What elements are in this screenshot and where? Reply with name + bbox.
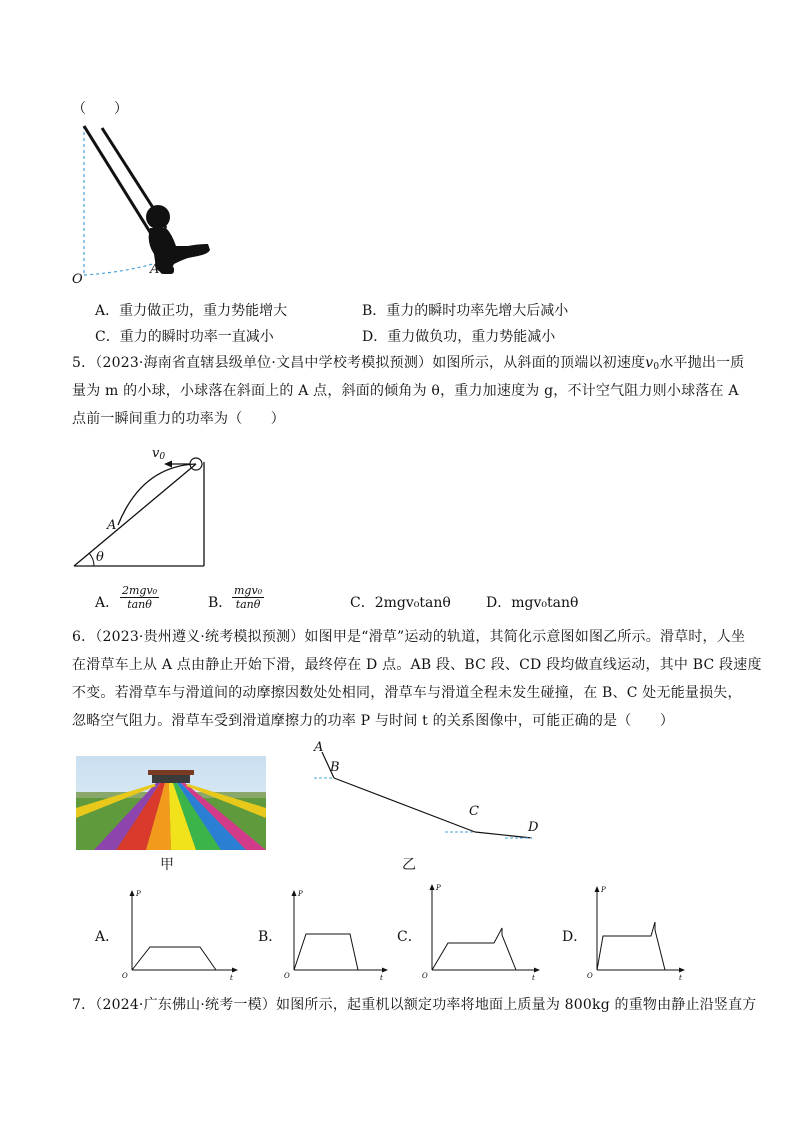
swing-figure xyxy=(70,120,220,280)
graph-c-t-label: t xyxy=(532,974,535,982)
grass-slide-photo xyxy=(76,756,266,850)
q4-answer-paren: （ ） xyxy=(72,101,128,117)
q5-option-c: C．2mgv₀tanθ xyxy=(350,595,451,611)
track-label-A: A xyxy=(314,740,324,755)
track-label-B: B xyxy=(330,760,340,775)
q6-stem-line4: 忽略空气阻力。滑草车受到滑道摩擦力的功率 P 与时间 t 的关系图像中，可能正确的是（ ） xyxy=(72,713,675,729)
label-A-incline: A xyxy=(107,518,117,533)
graph-c-p-label: P xyxy=(436,884,441,892)
q6-option-c-label: C． xyxy=(397,929,422,945)
q5-stem-line2: 量为 m 的小球，小球落在斜面上的 A 点，斜面的倾角为 θ，重力加速度为 g，不计空气阻力则小球落在 A xyxy=(72,383,739,399)
track-label-C: C xyxy=(469,804,479,819)
q4-option-a: A．重力做正功，重力势能增大 xyxy=(95,303,288,319)
label-O: O xyxy=(72,272,83,287)
q5-option-d: D．mgv₀tanθ xyxy=(486,595,579,611)
label-A: A xyxy=(150,262,160,277)
q6-option-a-label: A． xyxy=(95,929,120,945)
q4-option-b: B．重力的瞬时功率先增大后减小 xyxy=(362,303,569,319)
q5-option-b-label: B． xyxy=(208,595,233,611)
q6-stem-line3: 不变。若滑草车与滑道间的动摩擦因数处处相同，滑草车与滑道全程未发生碰撞，在 B、C 处无能量损失， xyxy=(72,685,742,701)
q6-graph-d xyxy=(585,882,695,982)
q6-option-d-label: D． xyxy=(562,929,588,945)
q5-stem-line3: 点前一瞬间重力的功率为（ ） xyxy=(72,411,285,427)
incline-figure xyxy=(72,440,212,570)
q5-option-b-fraction: mgv₀ tanθ xyxy=(234,584,263,611)
q4-option-d: D．重力做负功，重力势能减小 xyxy=(362,329,556,345)
q6-graph-c xyxy=(420,880,550,982)
label-v0: $v_0$ xyxy=(152,446,166,462)
graph-a-t-label: t xyxy=(230,974,233,982)
q5-option-a-fraction: 2mgv₀ tanθ xyxy=(122,584,158,611)
graph-d-t-label: t xyxy=(679,974,682,982)
q6-stem-line1: 6．（2023·贵州遵义·统考模拟预测）如图甲是“滑草”运动的轨道，其简化示意图如图乙所示。滑草时，人坐 xyxy=(72,629,746,645)
q6-graph-b xyxy=(282,886,392,982)
caption-yi: 乙 xyxy=(402,857,416,873)
graph-d-o-label: O xyxy=(587,972,593,980)
q6-option-b-label: B． xyxy=(258,929,283,945)
caption-jia: 甲 xyxy=(160,857,174,873)
graph-b-t-label: t xyxy=(380,974,383,982)
graph-a-o-label: O xyxy=(122,972,128,980)
track-label-D: D xyxy=(528,820,539,835)
q4-option-c: C．重力的瞬时功率一直减小 xyxy=(95,329,274,345)
graph-b-p-label: P xyxy=(298,890,303,898)
q7-stem-line1: 7．（2024·广东佛山·统考一模）如图所示，起重机以额定功率将地面上质量为 800kg 的重物由静止沿竖直方 xyxy=(72,997,757,1013)
q6-graph-a xyxy=(120,886,240,982)
graph-b-o-label: O xyxy=(284,972,290,980)
graph-d-p-label: P xyxy=(601,886,606,894)
label-theta: θ xyxy=(96,550,104,565)
graph-a-p-label: P xyxy=(136,890,141,898)
q5-stem-line1: 5．（2023·海南省直辖县级单位·文昌中学校考模拟预测）如图所示，从斜面的顶端以初速度$v_0$水平抛出一质 xyxy=(72,355,745,372)
q5-option-a-label: A． xyxy=(95,595,120,611)
track-diagram xyxy=(310,740,550,850)
graph-c-o-label: O xyxy=(422,972,428,980)
q6-stem-line2: 在滑草车上从 A 点由静止开始下滑，最终停在 D 点。AB 段、BC 段、CD 段均做直线运动，其中 BC 段速度 xyxy=(72,657,762,673)
